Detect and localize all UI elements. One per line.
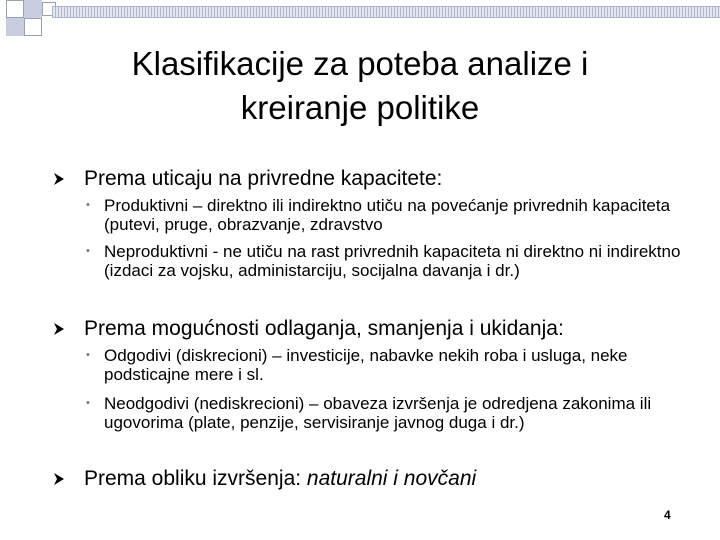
sub-bullet xyxy=(86,394,686,432)
bullet-section-1 xyxy=(52,166,442,192)
header-stripe xyxy=(52,6,720,18)
section-heading: Prema obliku izvršenja: xyxy=(84,467,307,490)
decor-square xyxy=(24,0,42,18)
arrow-bullet-icon xyxy=(52,166,66,192)
decor-square xyxy=(6,18,24,36)
sub-bullet xyxy=(86,242,686,280)
bullet-section-3 xyxy=(52,466,476,492)
dot-bullet-icon: • xyxy=(86,199,90,211)
dot-bullet-icon: • xyxy=(86,349,90,361)
bullet-section-2 xyxy=(52,316,564,342)
decor-square xyxy=(24,18,42,36)
sub-bullet xyxy=(86,346,686,384)
slide-title xyxy=(60,42,660,130)
page-number: 4 xyxy=(664,508,671,522)
sub-bullet-text: Neodgodivi (nediskrecioni) – obaveza izvršenja je odredjena zakonima ili ugovorima (plate, penzije, servisiranje javnog duga i dr.) xyxy=(104,394,652,432)
sub-bullet-text: Neproduktivni - ne utiču na rast privrednih kapaciteta ni direktno ni indirektno (izdaci za vojsku, administarciju, socijalna davanja i dr.) xyxy=(104,242,681,280)
sub-bullet xyxy=(86,196,686,234)
section-heading-italic: naturalni i novčani xyxy=(306,467,477,490)
sub-bullet-text: Odgodivi (diskrecioni) – investicije, nabavke nekih roba i usluga, neke podsticajne mere i sl. xyxy=(104,346,628,384)
slide-title-line-1: Klasifikacije za poteba analize i xyxy=(131,45,589,82)
dot-bullet-icon: • xyxy=(86,245,90,257)
dot-bullet-icon: • xyxy=(86,397,90,409)
section-heading: Prema mogućnosti odlaganja, smanjenja i ukidanja: xyxy=(84,317,564,340)
section-heading: Prema uticaju na privredne kapacitete: xyxy=(84,167,443,190)
arrow-bullet-icon xyxy=(52,466,66,492)
arrow-bullet-icon xyxy=(52,316,66,342)
slide-title-line-2: kreiranje politike xyxy=(240,89,480,126)
sub-bullet-text: Produktivni – direktno ili indirektno utiču na povećanje privrednih kapaciteta (putevi, pruge, obrazvanje, zdravstvo xyxy=(104,196,671,234)
decor-square xyxy=(6,0,24,18)
